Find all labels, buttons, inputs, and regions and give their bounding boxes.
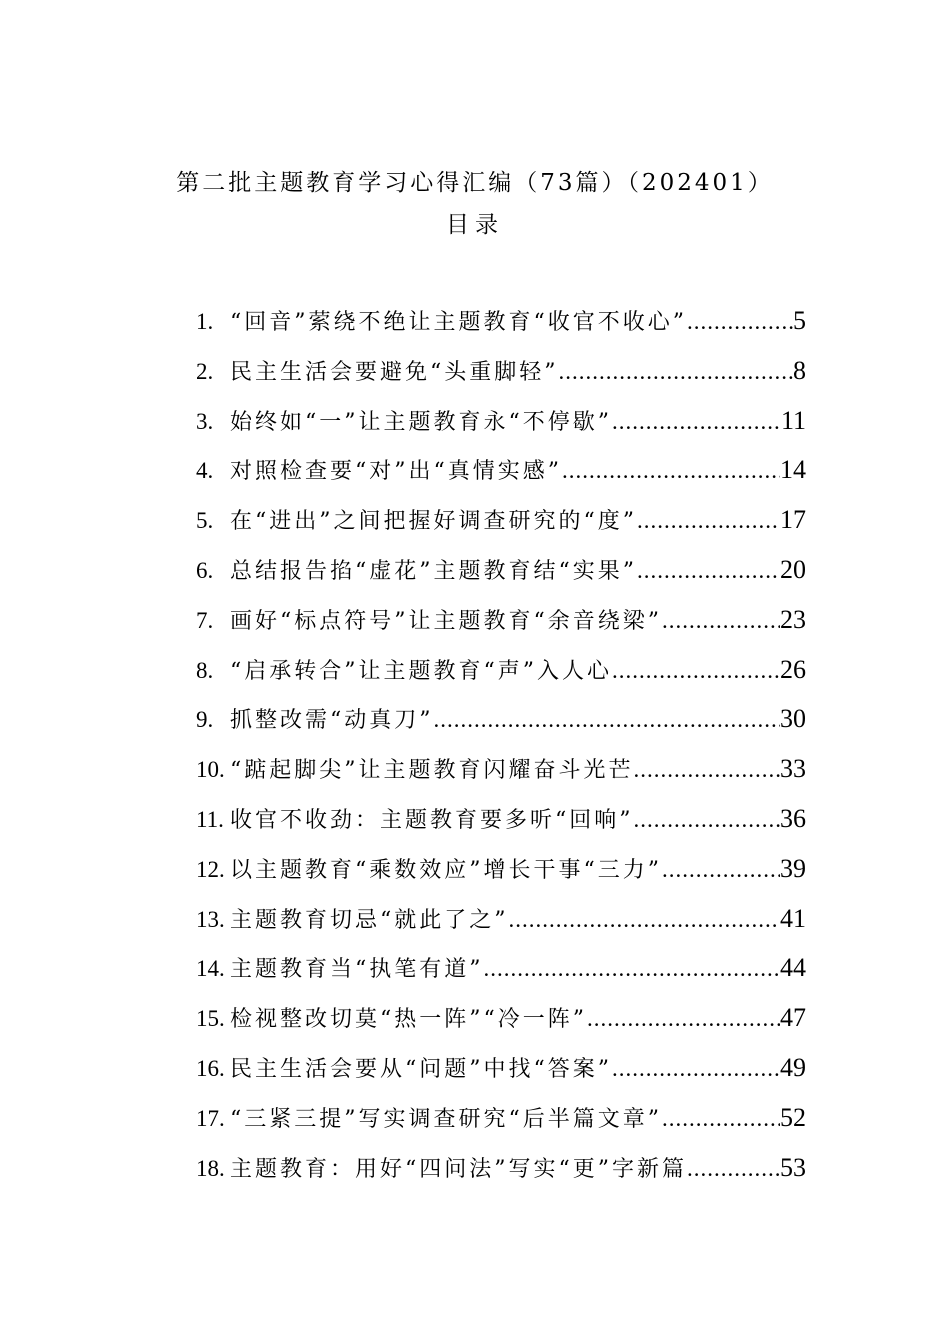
toc-entry-title: 民主生活会要避免“头重脚轻”	[230, 359, 559, 385]
toc-entry-number: 13.	[196, 906, 225, 932]
toc-entry-number: 17.	[196, 1105, 225, 1131]
toc-entry-number: 12.	[196, 856, 225, 882]
toc-entry-page: 39	[780, 853, 806, 883]
toc-leader-dots	[562, 458, 780, 484]
toc-entry-page: 8	[793, 355, 806, 385]
toc-entry[interactable]	[196, 703, 806, 753]
toc-heading: 目录	[446, 212, 504, 238]
toc-entry[interactable]	[196, 604, 806, 654]
toc-entry-number: 16.	[196, 1055, 225, 1081]
toc-entry[interactable]	[196, 554, 806, 604]
toc-leader-dots	[662, 1106, 780, 1132]
toc-entry-number: 5.	[196, 508, 214, 534]
toc-entry-number: 2.	[196, 358, 214, 384]
table-of-contents	[196, 305, 806, 1201]
toc-entry-page: 36	[780, 803, 806, 833]
toc-entry-title: “三紧三提”写实调查研究“后半篇文章”	[230, 1106, 662, 1132]
toc-leader-dots	[634, 757, 781, 783]
toc-entry[interactable]	[196, 853, 806, 903]
toc-entry-page: 11	[780, 405, 806, 435]
toc-entry-page: 23	[780, 604, 806, 634]
toc-entry[interactable]	[196, 1102, 806, 1152]
toc-entry-title: 始终如“一”让主题教育永“不停歇”	[230, 409, 612, 435]
toc-entry-page: 49	[780, 1052, 806, 1082]
toc-entry-page: 44	[780, 953, 806, 983]
toc-entry-title: 对照检查要“对”出“真情实感”	[230, 459, 562, 485]
toc-entry-number: 9.	[196, 707, 214, 733]
toc-leader-dots	[687, 309, 793, 335]
toc-entry[interactable]	[196, 753, 806, 803]
toc-entry[interactable]	[196, 903, 806, 953]
toc-entry-page: 52	[780, 1102, 806, 1132]
toc-entry-page: 14	[780, 455, 806, 485]
toc-entry-page: 53	[780, 1152, 806, 1182]
toc-entry-title: 主题教育当“执笔有道”	[230, 957, 484, 983]
toc-entry[interactable]	[196, 305, 806, 355]
toc-entry[interactable]	[196, 454, 806, 504]
toc-entry-number: 3.	[196, 408, 214, 434]
toc-entry-number: 15.	[196, 1006, 225, 1032]
toc-leader-dots	[434, 707, 781, 733]
toc-entry[interactable]	[196, 504, 806, 554]
toc-leader-dots	[687, 1156, 780, 1182]
toc-leader-dots	[612, 409, 781, 435]
toc-entry[interactable]	[196, 405, 806, 455]
toc-entry[interactable]	[196, 355, 806, 405]
toc-entry-number: 11.	[196, 806, 224, 832]
toc-entry-title: 民主生活会要从“问题”中找“答案”	[230, 1056, 612, 1082]
toc-entry[interactable]	[196, 654, 806, 704]
toc-entry-number: 18.	[196, 1155, 225, 1181]
toc-leader-dots	[637, 508, 780, 534]
toc-entry-page: 30	[780, 704, 806, 734]
toc-entry[interactable]	[196, 1052, 806, 1102]
toc-entry-title: 抓整改需“动真刀”	[230, 708, 434, 734]
toc-entry-title: 在“进出”之间把握好调查研究的“度”	[230, 509, 637, 535]
toc-entry-page: 41	[780, 903, 806, 933]
toc-entry-title: 以主题教育“乘数效应”增长干事“三力”	[230, 857, 662, 883]
toc-entry-title: 收官不收劲：主题教育要多听“回响”	[230, 807, 634, 833]
toc-leader-dots	[634, 807, 781, 833]
toc-entry-title: “启承转合”让主题教育“声”入人心	[230, 658, 612, 684]
toc-entry-page: 17	[780, 505, 806, 535]
toc-entry[interactable]	[196, 1152, 806, 1202]
toc-leader-dots	[559, 359, 794, 385]
toc-leader-dots	[612, 1056, 780, 1082]
document-title: 第二批主题教育学习心得汇编（73篇）（202401）	[176, 170, 774, 196]
toc-entry[interactable]	[196, 1002, 806, 1052]
toc-entry-page: 5	[793, 306, 806, 335]
toc-entry-number: 10.	[196, 757, 225, 783]
toc-leader-dots	[509, 907, 781, 933]
toc-entry-number: 14.	[196, 956, 225, 982]
toc-entry[interactable]	[196, 952, 806, 1002]
toc-entry-title: 画好“标点符号”让主题教育“余音绕梁”	[230, 608, 662, 634]
toc-entry-title: 主题教育切忌“就此了之”	[230, 907, 509, 933]
toc-entry-title: “回音”萦绕不绝让主题教育“收官不收心”	[230, 310, 687, 335]
toc-entry-number: 1.	[196, 309, 214, 334]
toc-entry-page: 47	[780, 1003, 806, 1033]
toc-entry-number: 7.	[196, 607, 214, 633]
toc-leader-dots	[662, 857, 780, 883]
toc-leader-dots	[637, 558, 780, 584]
toc-entry-title: 主题教育：用好“四问法”写实“更”字新篇	[230, 1156, 687, 1182]
toc-leader-dots	[484, 956, 781, 982]
toc-entry-title: 总结报告掐“虚花”主题教育结“实果”	[230, 558, 637, 584]
toc-entry-title: “踮起脚尖”让主题教育闪耀奋斗光芒	[230, 758, 634, 784]
toc-entry-number: 6.	[196, 557, 214, 583]
toc-leader-dots	[662, 608, 780, 634]
toc-entry-title: 检视整改切莫“热一阵”“冷一阵”	[230, 1007, 587, 1033]
toc-leader-dots	[587, 1006, 780, 1032]
toc-entry-page: 20	[780, 554, 806, 584]
toc-entry-number: 4.	[196, 458, 214, 484]
toc-leader-dots	[612, 658, 780, 684]
toc-entry-number: 8.	[196, 657, 214, 683]
toc-entry-page: 33	[780, 754, 806, 784]
toc-entry[interactable]	[196, 803, 806, 853]
toc-entry-page: 26	[780, 654, 806, 684]
